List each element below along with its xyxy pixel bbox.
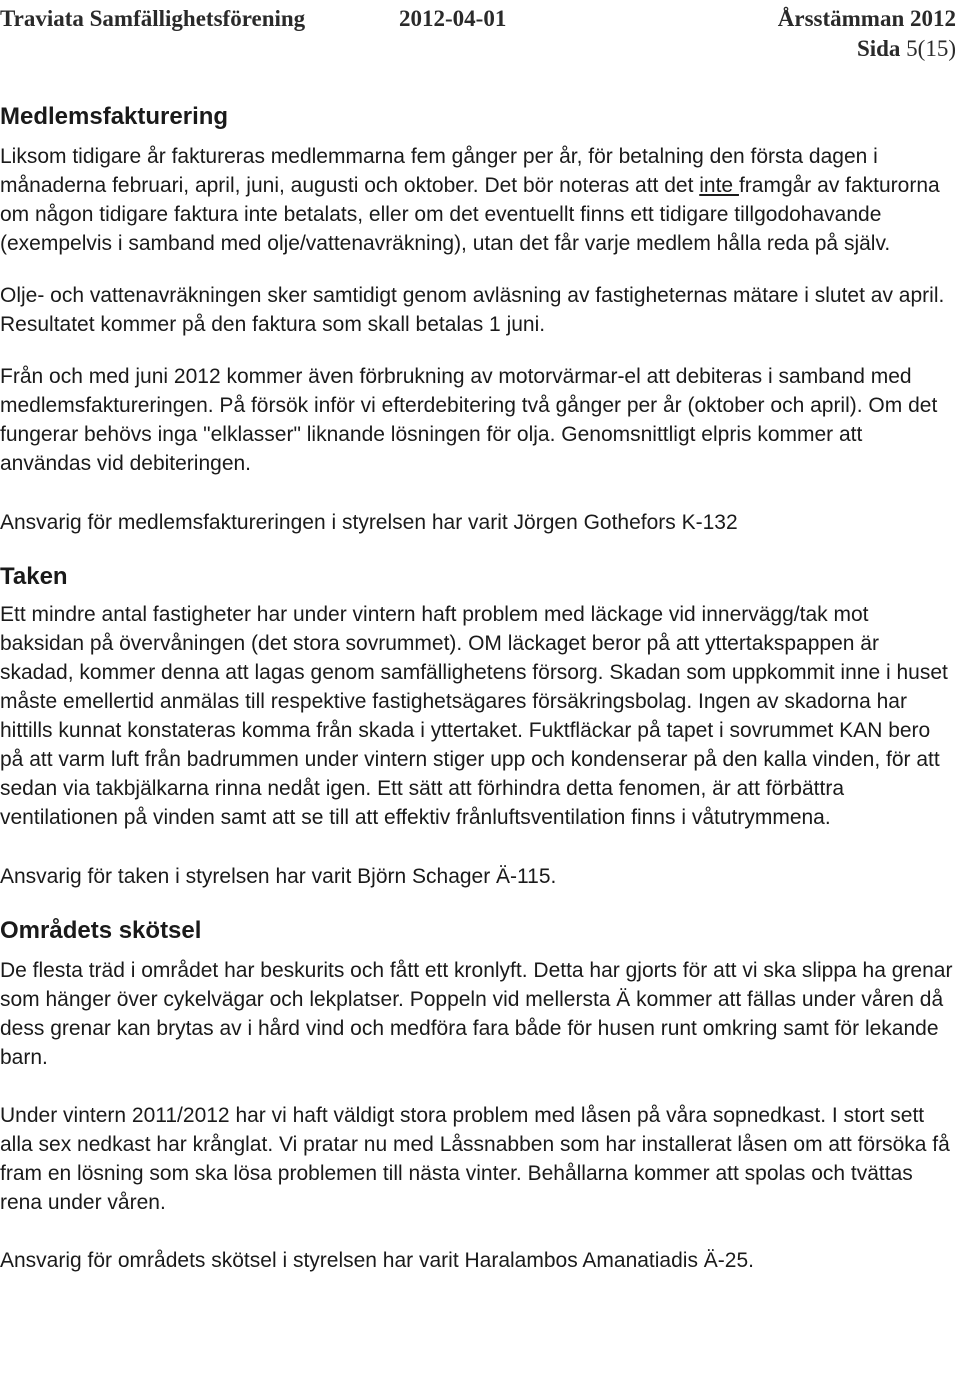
text-span: Liksom tidigare år faktureras medlemmarna fem gånger per år, för betalning den första dagen i månaderna februari, april, juni, augusti och oktober. Det bör noteras att det — [0, 145, 878, 197]
heading-medlemsfakturering: Medlemsfakturering — [0, 103, 229, 130]
underlined-text: inte — [699, 174, 739, 197]
paragraph — [0, 142, 958, 258]
header-meeting: Årsstämman 2012 — [777, 6, 956, 31]
page-number — [857, 36, 956, 62]
heading-omradets-skotsel: Områdets skötsel — [0, 917, 202, 944]
page-number-value: 5(15) — [906, 36, 956, 61]
paragraph: Ansvarig för medlemsfaktureringen i styrelsen har varit Jörgen Gothefors K-132 — [0, 511, 738, 534]
paragraph: Från och med juni 2012 kommer även förbrukning av motorvärmar-el att debiteras i samband med medlemsfaktureringen. På försök inför vi efterdebitering två gånger per år (oktober och april). Om det fungerar behövs inga "elklasser" liknande lösningen för olja. Genomsnittligt elpris kommer att användas vid debiteringen. — [0, 365, 938, 475]
paragraph: De flesta träd i området har beskurits och fått ett kronlyft. Detta har gjorts för att vi ska slippa ha grenar som hänger över cykelvägar och lekplatser. Poppeln vid mellersta Ä kommer att fällas under våren då dess grenar kan brytas av i hård vind och medföra fara både för husen runt omkring samt för lekande barn. — [0, 959, 953, 1069]
paragraph: Olje- och vattenavräkningen sker samtidigt genom avläsning av fastigheternas mätare i slutet av april. Resultatet kommer på den faktura som skall betalas 1 juni. — [0, 284, 945, 336]
page-label: Sida — [856, 36, 901, 61]
page-header — [0, 6, 960, 34]
paragraph: Under vintern 2011/2012 har vi haft väldigt stora problem med låsen på våra sopnedkast. I stort sett alla sex nedkast har krånglat. Vi pratar nu med Låssnabben som har installerat låsen om att försöka få fram en lösning som ska lösa problemen till nästa vinter. Behållarna kommer att spolas och tvättas rena under våren. — [0, 1104, 950, 1214]
document-body — [0, 100, 958, 1275]
paragraph: Ett mindre antal fastigheter har under vintern haft problem med läckage vid innervägg/tak mot baksidan på övervåningen (det stora sovrummet). OM läckaget beror på att yttertakspappen är skadad, kommer denna att lagas genom samfällighetens försorg. Skadan som uppkommit inne i huset måste emellertid anmälas till respektive fastighetsägares försäkringsbolag. Ingen av skadorna har hittills kunnat konstateras komma från skada i yttertaket. Fuktfläckar på tapet i sovrummet KAN bero på att varm luft från badrummen under vintern stiger upp och kondenserar på den kalla vinden, för att sedan via takbjälkarna rinna nedåt igen. Ett sätt att förhindra detta fenomen, är att förbättra ventilationen på vinden samt att se till att effektiv frånluftsventilation finns i våtutrymmena. — [0, 603, 948, 829]
paragraph: Ansvarig för områdets skötsel i styrelsen har varit Haralambos Amanatiadis Ä-25. — [0, 1249, 754, 1272]
text-span: framgår av fakturorna om någon tidigare faktura inte betalats, eller om det eventuellt finns ett tidigare tillgodohavande (exempelvis i samband med olje/vattenavräkning), utan det får varje medlem hålla reda på själv. — [0, 174, 940, 255]
paragraph: Ansvarig för taken i styrelsen har varit Björn Schager Ä-115. — [0, 865, 557, 888]
header-date: 2012-04-01 — [399, 6, 507, 31]
header-organization: Traviata Samfällighetsförening — [0, 6, 306, 31]
heading-taken: Taken — [0, 563, 68, 590]
